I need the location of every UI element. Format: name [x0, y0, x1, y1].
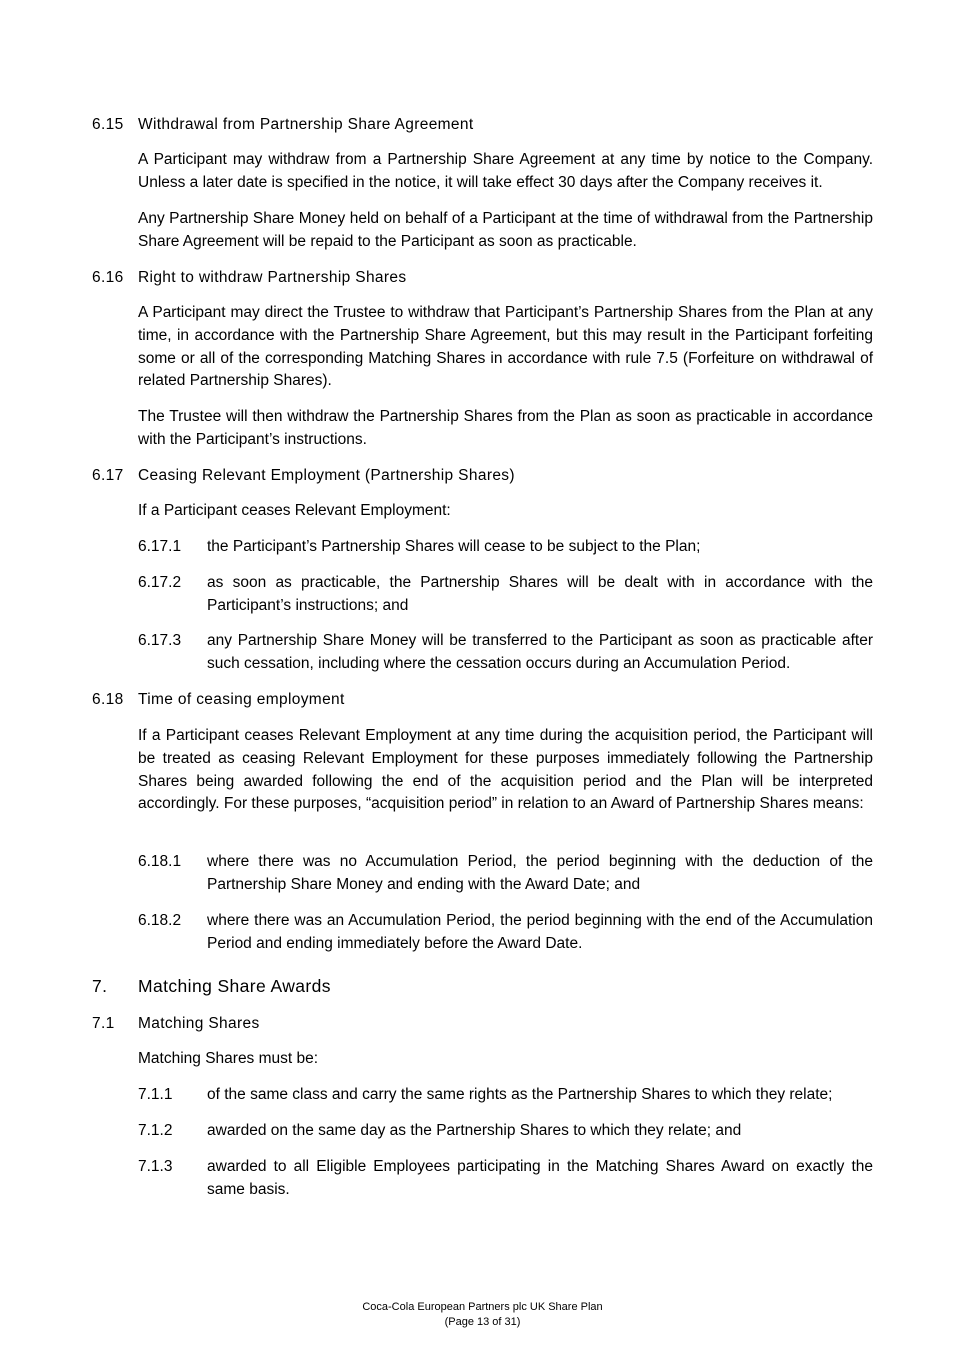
- footer-title: Coca-Cola European Partners plc UK Share Plan: [362, 1301, 603, 1313]
- section-number: 6.18: [92, 691, 124, 708]
- section-number: 6.16: [92, 269, 124, 286]
- paragraph: Any Partnership Share Money held on behalf of a Participant at the time of withdrawal from the Partnership Share Agreement will be repaid to the Participant as soon as practicable.: [138, 210, 873, 250]
- paragraph: The Trustee will then withdraw the Partnership Shares from the Plan as soon as practicable in accordance with the Participant’s instructions.: [138, 408, 873, 448]
- clause-number: 6.17.2: [138, 574, 182, 591]
- section-number: 7.: [92, 976, 108, 996]
- clause-text: where there was no Accumulation Period, the period beginning with the deduction of the Partnership Share Money and ending with the Award Date; and: [207, 853, 873, 893]
- section-title: Withdrawal from Partnership Share Agreement: [138, 116, 474, 133]
- paragraph: If a Participant ceases Relevant Employment:: [138, 502, 451, 519]
- page-number: (Page 13 of 31): [444, 1316, 521, 1328]
- clause-text: of the same class and carry the same rights as the Partnership Shares to which they relate;: [207, 1086, 833, 1103]
- section-title: Matching Shares: [138, 1015, 260, 1032]
- clause-number: 6.17.1: [138, 538, 182, 555]
- clause-text: where there was an Accumulation Period, the period beginning with the end of the Accumulation Period and ending immediately before the Award Date.: [207, 912, 873, 952]
- clause-number: 7.1.1: [138, 1086, 173, 1103]
- section-title: Matching Share Awards: [138, 976, 331, 996]
- section-title: Ceasing Relevant Employment (Partnership Shares): [138, 467, 515, 484]
- paragraph: If a Participant ceases Relevant Employment at any time during the acquisition period, the Participant will be treated as ceasing Relevant Employment for these purposes immediately following the Partnership Shares being awarded following the end of the acquisition period and the Plan will be interpreted accordingly. For these purposes, “acquisition period” in relation to an Award of Partnership Shares means:: [138, 727, 873, 813]
- paragraph: A Participant may withdraw from a Partnership Share Agreement at any time by notice to the Company. Unless a later date is specified in the notice, it will take effect 30 days after the Company receives it.: [138, 151, 873, 191]
- clause-number: 7.1.3: [138, 1158, 173, 1175]
- clause-number: 7.1.2: [138, 1122, 173, 1139]
- clause-number: 6.17.3: [138, 632, 182, 649]
- section-title: Right to withdraw Partnership Shares: [138, 269, 407, 286]
- clause-text: the Participant’s Partnership Shares will cease to be subject to the Plan;: [207, 538, 701, 555]
- page-footer: [0, 1300, 965, 1330]
- section-title: Time of ceasing employment: [138, 691, 345, 708]
- section-number: 6.17: [92, 467, 124, 484]
- clause-text: any Partnership Share Money will be transferred to the Participant as soon as practicable after such cessation, including where the cessation occurs during an Accumulation Period.: [207, 632, 873, 672]
- section-number: 6.15: [92, 116, 124, 133]
- section-number: 7.1: [92, 1015, 115, 1032]
- paragraph: Matching Shares must be:: [138, 1050, 319, 1067]
- clause-text: awarded to all Eligible Employees participating in the Matching Shares Award on exactly the same basis.: [207, 1158, 873, 1198]
- clause-text: awarded on the same day as the Partnership Shares to which they relate; and: [207, 1122, 742, 1139]
- paragraph: A Participant may direct the Trustee to withdraw that Participant’s Partnership Shares from the Plan at any time, in accordance with the Partnership Share Agreement, but this may result in the Participant forfeiting some or all of the corresponding Matching Shares in accordance with rule 7.5 (Forfeiture on withdrawal of related Partnership Shares).: [138, 304, 873, 390]
- clause-number: 6.18.1: [138, 853, 182, 870]
- clause-text: as soon as practicable, the Partnership Shares will be dealt with in accordance with the Participant’s instructions; and: [207, 574, 873, 614]
- clause-number: 6.18.2: [138, 912, 182, 929]
